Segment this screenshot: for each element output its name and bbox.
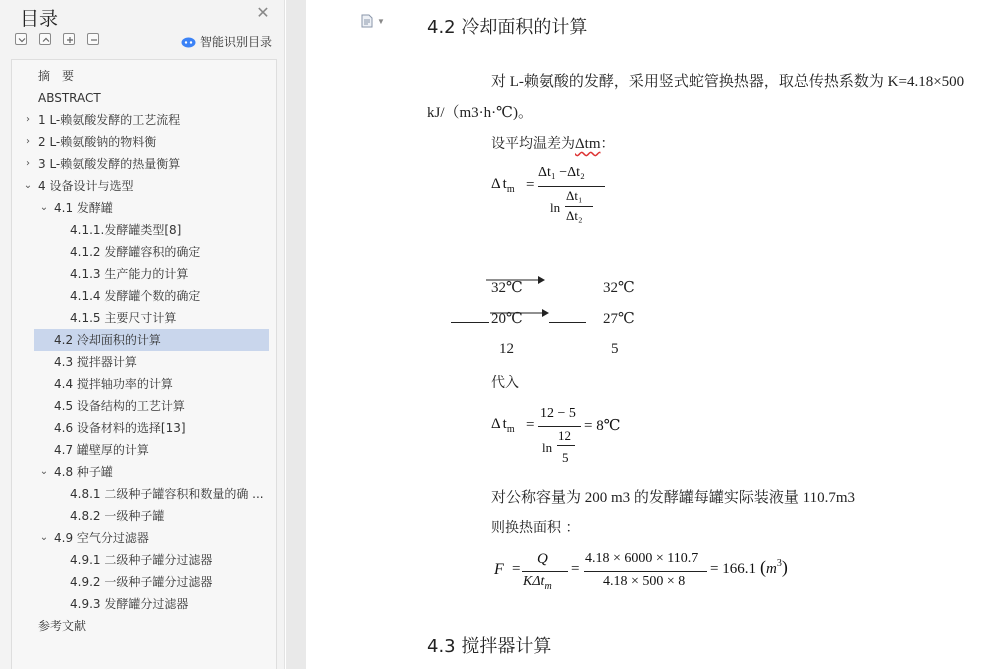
chevron-right-icon[interactable]: › <box>26 158 30 169</box>
assume-label: 设平均温差为 <box>491 136 575 152</box>
toc-item-label: 4.1.5 主要尺寸计算 <box>70 311 177 325</box>
formula2-inner-bar <box>557 445 575 446</box>
toc-toolbar <box>15 33 99 49</box>
formula1-delta: Δ <box>491 176 501 192</box>
chevron-down-icon[interactable]: ⌄ <box>39 532 49 543</box>
toc-item-label: 4.4 搅拌轴功率的计算 <box>54 377 173 391</box>
toc-item-label: 4.8 种子罐 <box>54 465 113 479</box>
toc-item[interactable] <box>12 571 276 593</box>
heading-4-3: 4.3 搅拌器计算 <box>427 636 552 657</box>
temp-row1-right: 32℃ <box>603 280 635 296</box>
formula3-F: F <box>494 561 504 578</box>
doc-gutter <box>286 0 306 669</box>
toc-item-label: 4.1 发酵罐 <box>54 201 113 215</box>
document-page <box>306 0 985 669</box>
toc-item[interactable] <box>12 483 276 505</box>
formula1-equals: = <box>526 177 535 193</box>
toc-item[interactable] <box>12 219 276 241</box>
toc-item-label: 4 设备设计与选型 <box>38 179 134 193</box>
formula2-ln: ln <box>542 440 553 455</box>
formula1-ln: ln <box>550 200 561 215</box>
chevron-down-icon[interactable]: ⌄ <box>39 466 49 477</box>
toc-item-label: 4.1.3 生产能力的计算 <box>70 267 189 281</box>
chevron-right-icon[interactable]: › <box>26 114 30 125</box>
formula2-result: = 8℃ <box>584 418 621 434</box>
close-icon[interactable]: ✕ <box>256 5 270 22</box>
formula3-numerator: 4.18 × 6000 × 110.7 <box>585 551 699 566</box>
formula1-fraction-bar <box>538 186 605 187</box>
temp-row2-right: 27℃ <box>603 311 635 327</box>
formula1-inner-bar <box>565 206 593 207</box>
toc-item-label: ABSTRACT <box>38 91 101 105</box>
paragraph-1-line-1: 对 L-赖氨酸的发酵，采用竖式蛇管换热器，取总传热系数为 K=4.18×500 <box>491 74 965 90</box>
formula2-numerator: 12 − 5 <box>540 406 576 421</box>
formula3-den1-sub: m <box>544 580 552 592</box>
toc-item[interactable] <box>12 461 276 483</box>
toc-item[interactable] <box>12 87 276 109</box>
toc-item-label: 4.9 空气分过滤器 <box>54 531 149 545</box>
formula1-numerator: Δt₁ −Δt₂ <box>538 165 585 180</box>
toc-item[interactable] <box>12 307 276 329</box>
formula2-inner-numerator: 12 <box>558 428 571 443</box>
sidebar-title: 目录 <box>20 8 59 30</box>
toc-item[interactable] <box>12 527 276 549</box>
toc-item-label: 4.9.3 发酵罐分过滤器 <box>70 597 189 611</box>
formula3-eq1: = <box>512 561 521 577</box>
toc-item[interactable] <box>12 593 276 615</box>
area-line: 则换热面积 ： <box>491 520 580 536</box>
toc-item-label: 4.8.2 一级种子罐 <box>70 509 165 523</box>
toc-item-label: 参考文献 <box>38 619 87 633</box>
formula1-t: t <box>502 176 507 192</box>
formula3-Q: Q <box>537 551 548 567</box>
formula1-sub-m: m <box>506 184 515 195</box>
toc-item-label: 4.6 设备材料的选择[13] <box>54 421 186 435</box>
capacity-line: 对公称容量为 200 m3 的发酵罐每罐实际装液量 110.7m3 <box>491 490 856 506</box>
paragraph-menu-button[interactable] <box>361 14 385 28</box>
add-heading-icon[interactable] <box>63 33 75 45</box>
toc-item[interactable] <box>12 505 276 527</box>
toc-item-label: 4.8.1 二级种子罐容积和数量的确 ... <box>70 487 264 501</box>
toc-item-label: 4.2 冷却面积的计算 <box>54 333 161 347</box>
toc-item[interactable] <box>12 439 276 461</box>
formula3-denominator: 4.18 × 500 × 8 <box>603 574 686 589</box>
flow-arrow-bottom <box>488 307 552 319</box>
formula3-unit-m: m <box>766 561 777 577</box>
formula2-sub-m: m <box>506 424 515 435</box>
toc-item[interactable] <box>12 109 276 131</box>
toc-sidebar <box>0 0 285 669</box>
formula3-den1: KΔt <box>523 574 545 589</box>
toc-item[interactable] <box>12 241 276 263</box>
flow-arrow-top <box>484 274 548 286</box>
toc-item[interactable] <box>12 373 276 395</box>
toc-item-label: 1 L-赖氨酸发酵的工艺流程 <box>38 113 181 127</box>
toc-item[interactable] <box>12 549 276 571</box>
formula3-bar1 <box>522 571 568 572</box>
toc-item-label: 3 L-赖氨酸发酵的热量衡算 <box>38 157 181 171</box>
cloud-ai-icon <box>181 36 196 48</box>
toc-item-selected[interactable] <box>34 329 269 351</box>
flow-line-right <box>549 322 586 323</box>
formula1-inner-denominator: Δt₂ <box>566 208 583 223</box>
formula2-equals: = <box>526 417 535 433</box>
toc-item-label: 4.7 罐壁厚的计算 <box>54 443 149 457</box>
toc-item[interactable] <box>12 395 276 417</box>
toc-item-label: 4.1.2 发酵罐容积的确定 <box>70 245 201 259</box>
toc-item-label: 4.1.4 发酵罐个数的确定 <box>70 289 201 303</box>
substitute-label: 代入 <box>491 375 519 391</box>
formula2-inner-denominator: 5 <box>562 450 569 465</box>
chevron-down-icon: ▼ <box>377 16 385 26</box>
toc-item[interactable] <box>12 615 276 637</box>
assume-line <box>491 133 614 153</box>
toc-item[interactable] <box>12 131 276 153</box>
toc-item-label: 4.5 设备结构的工艺计算 <box>54 399 185 413</box>
heading-4-2: 4.2 冷却面积的计算 <box>427 17 588 38</box>
formula1-inner-numerator: Δt₁ <box>566 188 583 203</box>
toc-tree <box>11 59 277 669</box>
toc-item-label: 4.3 搅拌器计算 <box>54 355 137 369</box>
formula3-result: = 166.1 <box>710 561 756 577</box>
assume-colon: ： <box>600 136 615 152</box>
temp-diff-left: 12 <box>499 341 514 357</box>
toc-item[interactable] <box>12 175 276 197</box>
temp-diff-right: 5 <box>611 341 619 357</box>
chevron-down-icon[interactable]: ⌄ <box>23 180 33 191</box>
formula2-delta: Δ <box>491 416 501 432</box>
toc-item[interactable] <box>12 153 276 175</box>
toc-item-label: 4.9.2 一级种子罐分过滤器 <box>70 575 213 589</box>
formula2-fraction-bar <box>538 426 581 427</box>
toc-item[interactable] <box>12 417 276 439</box>
toc-item-label: 4.9.1 二级种子罐分过滤器 <box>70 553 213 567</box>
temp-row2-left: 20℃ <box>491 311 523 327</box>
toc-item[interactable] <box>12 351 276 373</box>
ai-recognize-label: 智能识别目录 <box>200 35 273 49</box>
toc-item-label: 4.1.1.发酵罐类型[8] <box>70 223 182 237</box>
formula3-bar2 <box>584 571 707 572</box>
temp-row1-left: 32℃ <box>491 280 523 296</box>
toc-item-label: 摘 要 <box>38 69 75 83</box>
toc-item[interactable] <box>12 285 276 307</box>
toc-item[interactable] <box>12 197 276 219</box>
document-icon <box>361 14 373 28</box>
toc-item-label: 2 L-赖氨酸钠的物料衡 <box>38 135 157 149</box>
formula3-unit: $(m^3)$ <box>760 557 788 577</box>
remove-heading-icon[interactable] <box>87 33 99 45</box>
chevron-right-icon[interactable]: › <box>26 136 30 147</box>
assume-variable: Δtm <box>575 136 601 152</box>
flow-line-left <box>451 322 489 323</box>
toc-item[interactable] <box>12 65 276 87</box>
formula2-t: t <box>502 416 507 432</box>
formula3-unit-exp: 3 <box>776 558 782 569</box>
paragraph-1-line-2: kJ/（m3·h·℃)。 <box>427 105 533 121</box>
collapse-all-icon[interactable] <box>15 33 27 45</box>
formula3-eq2: = <box>571 561 580 577</box>
expand-all-icon[interactable] <box>39 33 51 45</box>
toc-item[interactable] <box>12 263 276 285</box>
ai-recognize-toc-button[interactable] <box>181 33 272 50</box>
chevron-down-icon[interactable]: ⌄ <box>39 202 49 213</box>
